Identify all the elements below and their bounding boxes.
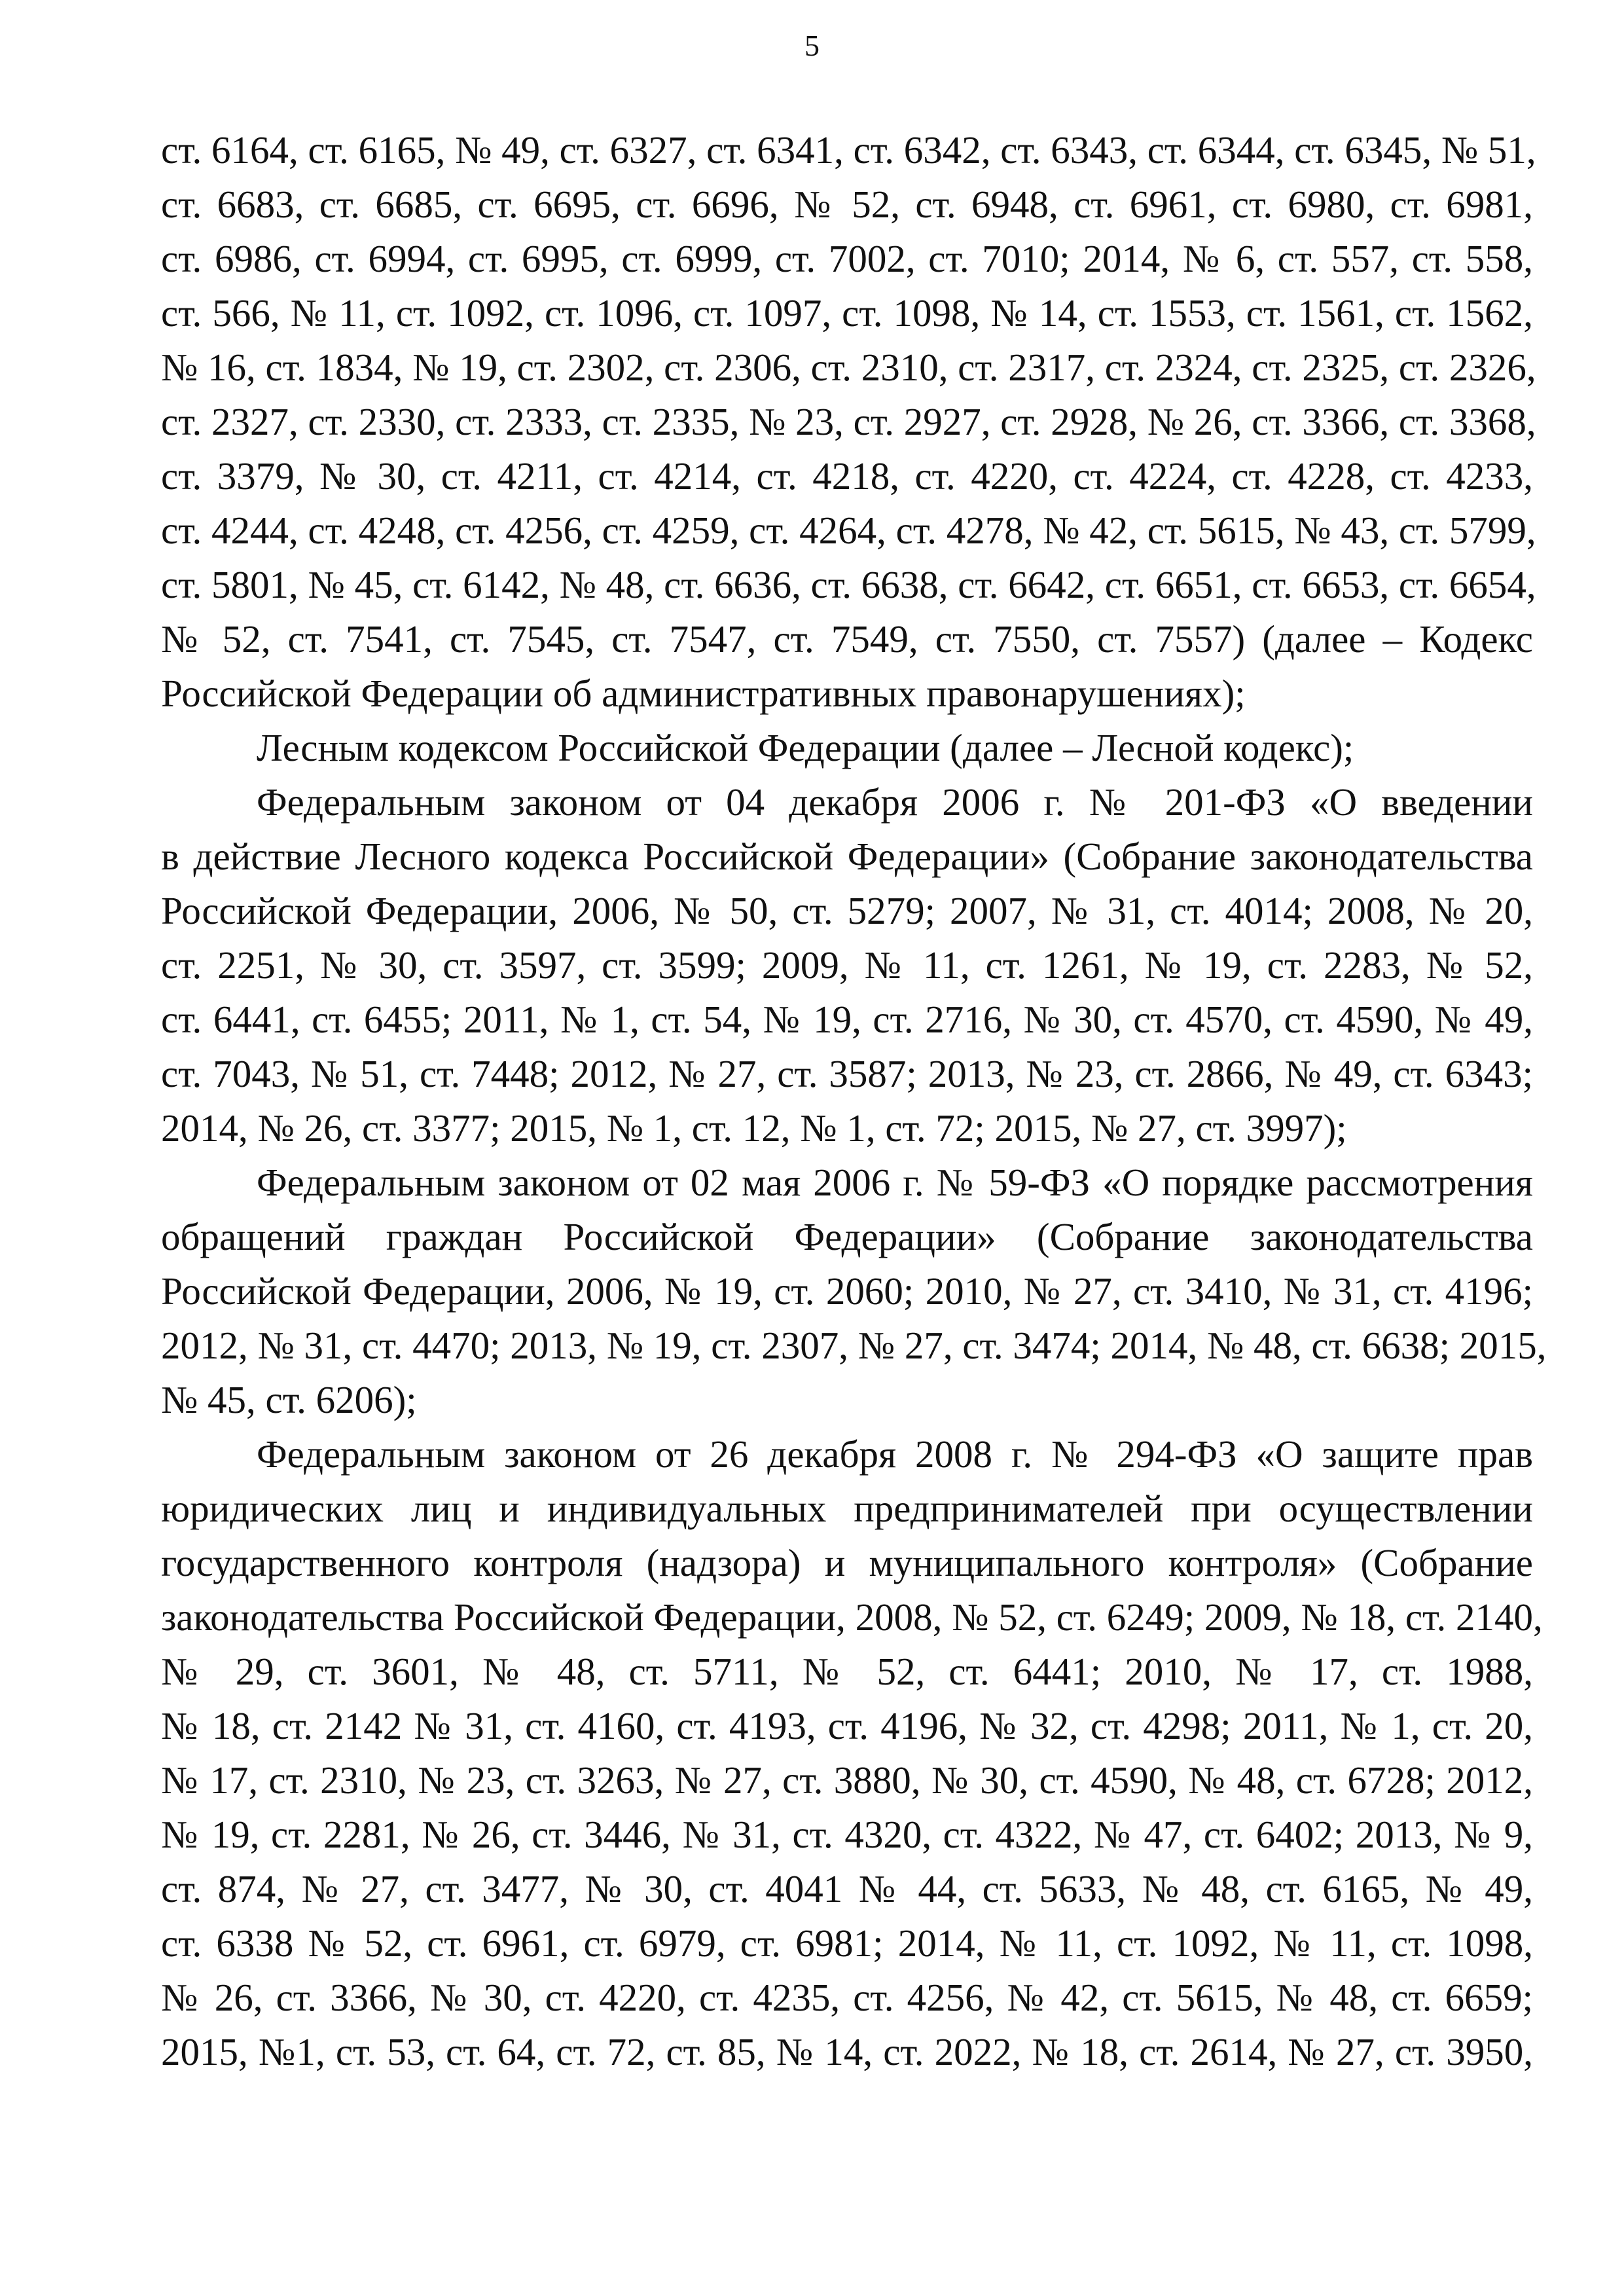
text-line: № 19, ст. 2281, № 26, ст. 3446, № 31, ст. 4320, ст. 4322, № 47, ст. 6402; 2013, № 9, — [161, 1813, 1533, 1856]
text-line: ст. 2327, ст. 2330, ст. 2333, ст. 2335, № 23, ст. 2927, ст. 2928, № 26, ст. 3366, ст. 3368, — [161, 400, 1536, 443]
text-line: Лесным кодексом Российской Федерации (далее – Лесной кодекс); — [257, 726, 1354, 769]
text-line: Российской Федерации, 2006, № 50, ст. 5279; 2007, № 31, ст. 4014; 2008, № 20, — [161, 889, 1533, 932]
text-line: ст. 566, № 11, ст. 1092, ст. 1096, ст. 1097, ст. 1098, № 14, ст. 1553, ст. 1561, ст. 1562, — [161, 291, 1533, 335]
text-line: № 29, ст. 3601, № 48, ст. 5711, № 52, ст. 6441; 2010, № 17, ст. 1988, — [161, 1650, 1533, 1693]
text-line: № 16, ст. 1834, № 19, ст. 2302, ст. 2306, ст. 2310, ст. 2317, ст. 2324, ст. 2325, ст. 2326, — [161, 346, 1536, 389]
paragraph — [161, 721, 1533, 775]
text-line: № 45, ст. 6206); — [161, 1378, 417, 1421]
text-line: Российской Федерации об административных правонарушениях); — [161, 672, 1246, 715]
page-number: 5 — [804, 29, 820, 62]
text-line: обращений граждан Российской Федерации» (Собрание законодательства — [161, 1215, 1533, 1258]
text-line: Федеральным законом от 26 декабря 2008 г. № 294-ФЗ «О защите прав — [257, 1432, 1533, 1476]
text-line: Российской Федерации, 2006, № 19, ст. 2060; 2010, № 27, ст. 3410, № 31, ст. 4196; — [161, 1269, 1533, 1313]
paragraph — [161, 1427, 1543, 2079]
text-line: ст. 3379, № 30, ст. 4211, ст. 4214, ст. 4218, ст. 4220, ст. 4224, ст. 4228, ст. 4233, — [161, 454, 1533, 498]
text-line: № 18, ст. 2142 № 31, ст. 4160, ст. 4193, ст. 4196, № 32, ст. 4298; 2011, № 1, ст. 20, — [161, 1704, 1533, 1747]
text-line: 2014, № 26, ст. 3377; 2015, № 1, ст. 12, № 1, ст. 72; 2015, № 27, ст. 3997); — [161, 1106, 1347, 1150]
text-line: ст. 4244, ст. 4248, ст. 4256, ст. 4259, ст. 4264, ст. 4278, № 42, ст. 5615, № 43, ст. 5799, — [161, 509, 1536, 552]
text-line: ст. 2251, № 30, ст. 3597, ст. 3599; 2009, № 11, ст. 1261, № 19, ст. 2283, № 52, — [161, 943, 1533, 987]
text-line: № 17, ст. 2310, № 23, ст. 3263, № 27, ст. 3880, № 30, ст. 4590, № 48, ст. 6728; 2012, — [161, 1758, 1533, 1802]
text-line: 2015, №1, ст. 53, ст. 64, ст. 72, ст. 85, № 14, ст. 2022, № 18, ст. 2614, № 27, ст. 3950, — [161, 2030, 1533, 2073]
text-line: в действие Лесного кодекса Российской Федерации» (Собрание законодательства — [161, 835, 1533, 878]
text-line: ст. 6441, ст. 6455; 2011, № 1, ст. 54, № 19, ст. 2716, № 30, ст. 4570, ст. 4590, № 49, — [161, 998, 1533, 1041]
text-line: ст. 6338 № 52, ст. 6961, ст. 6979, ст. 6981; 2014, № 11, ст. 1092, № 11, ст. 1098, — [161, 1922, 1533, 1965]
text-line: ст. 6986, ст. 6994, ст. 6995, ст. 6999, ст. 7002, ст. 7010; 2014, № 6, ст. 557, ст. 558, — [161, 237, 1533, 280]
text-line: ст. 6683, ст. 6685, ст. 6695, ст. 6696, № 52, ст. 6948, ст. 6961, ст. 6980, ст. 6981, — [161, 183, 1533, 226]
document-body — [161, 123, 1547, 2079]
text-line: 2012, № 31, ст. 4470; 2013, № 19, ст. 2307, № 27, ст. 3474; 2014, № 48, ст. 6638; 2015, — [161, 1324, 1547, 1367]
text-line: ст. 874, № 27, ст. 3477, № 30, ст. 4041 № 44, ст. 5633, № 48, ст. 6165, № 49, — [161, 1867, 1533, 1910]
paragraph — [161, 1156, 1547, 1427]
text-line: юридических лиц и индивидуальных предпринимателей при осуществлении — [161, 1487, 1533, 1530]
text-line: ст. 5801, № 45, ст. 6142, № 48, ст. 6636, ст. 6638, ст. 6642, ст. 6651, ст. 6653, ст. 6654, — [161, 563, 1536, 606]
text-line: Федеральным законом от 02 мая 2006 г. № 59-ФЗ «О порядке рассмотрения — [257, 1161, 1533, 1204]
paragraph — [161, 123, 1536, 721]
text-line: ст. 6164, ст. 6165, № 49, ст. 6327, ст. 6341, ст. 6342, ст. 6343, ст. 6344, ст. 6345, № 51, — [161, 128, 1536, 172]
text-line: № 52, ст. 7541, ст. 7545, ст. 7547, ст. 7549, ст. 7550, ст. 7557) (далее – Кодекс — [161, 617, 1533, 661]
text-line: государственного контроля (надзора) и муниципального контроля» (Собрание — [161, 1541, 1533, 1584]
text-line: законодательства Российской Федерации, 2008, № 52, ст. 6249; 2009, № 18, ст. 2140, — [161, 1595, 1543, 1639]
text-line: ст. 7043, № 51, ст. 7448; 2012, № 27, ст. 3587; 2013, № 23, ст. 2866, № 49, ст. 6343; — [161, 1052, 1533, 1095]
paragraph — [161, 775, 1533, 1156]
text-line: № 26, ст. 3366, № 30, ст. 4220, ст. 4235, ст. 4256, № 42, ст. 5615, № 48, ст. 6659; — [161, 1976, 1533, 2019]
text-line: Федеральным законом от 04 декабря 2006 г. № 201-ФЗ «О введении — [257, 780, 1533, 824]
